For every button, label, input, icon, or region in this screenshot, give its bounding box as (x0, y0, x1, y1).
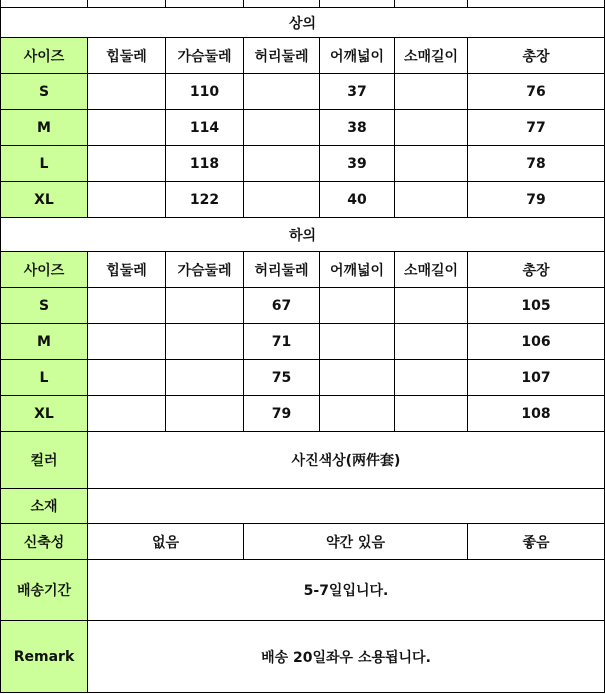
header-sleeve: 소매길이 (395, 252, 468, 288)
cell-shoulder (320, 288, 395, 324)
cell-sleeve (395, 74, 468, 110)
top-header-row (1, 38, 605, 74)
cell-hip (88, 360, 166, 396)
cell-sleeve (395, 324, 468, 360)
material-label: 소재 (1, 489, 88, 524)
cell-length: 77 (468, 110, 605, 146)
header-chest: 가슴둘레 (166, 38, 244, 74)
cell-hip (88, 74, 166, 110)
cell-waist: 67 (244, 288, 320, 324)
bottom-section-title: 하의 (1, 218, 605, 252)
size-label: S (1, 288, 88, 324)
shipping-label: 배송기간 (1, 560, 88, 621)
cell-chest: 122 (166, 182, 244, 218)
stretch-option-none: 없음 (88, 524, 244, 560)
table-row (1, 324, 605, 360)
shipping-value: 5-7일입니다. (88, 560, 605, 621)
cell-sleeve (395, 146, 468, 182)
size-label: XL (1, 182, 88, 218)
cell-hip (88, 396, 166, 432)
cell-shoulder: 37 (320, 74, 395, 110)
size-label: S (1, 74, 88, 110)
cell-sleeve (395, 288, 468, 324)
cell-chest: 118 (166, 146, 244, 182)
cell-length: 105 (468, 288, 605, 324)
header-hip: 힙둘레 (88, 38, 166, 74)
cell-length: 106 (468, 324, 605, 360)
cell-sleeve (395, 396, 468, 432)
size-label: M (1, 110, 88, 146)
header-hip: 힙둘레 (88, 252, 166, 288)
cell-sleeve (395, 110, 468, 146)
cell-sleeve (395, 360, 468, 396)
cell-hip (88, 324, 166, 360)
header-length: 총장 (468, 252, 605, 288)
cell-waist: 71 (244, 324, 320, 360)
size-label: XL (1, 396, 88, 432)
table-row (1, 288, 605, 324)
cell-waist (244, 182, 320, 218)
header-shoulder: 어깨넓이 (320, 38, 395, 74)
cell-hip (88, 146, 166, 182)
remark-row (1, 621, 605, 693)
stretch-row (1, 524, 605, 560)
table-row (1, 182, 605, 218)
cell-chest (166, 288, 244, 324)
material-row (1, 489, 605, 524)
cell-waist (244, 74, 320, 110)
color-row (1, 432, 605, 489)
cell-chest: 110 (166, 74, 244, 110)
header-size: 사이즈 (1, 252, 88, 288)
bottom-header-row (1, 252, 605, 288)
cell-shoulder: 40 (320, 182, 395, 218)
header-waist: 허리둘레 (244, 252, 320, 288)
table-row (1, 396, 605, 432)
remark-value: 배송 20일좌우 소용됩니다. (88, 621, 605, 693)
cell-waist (244, 110, 320, 146)
cell-waist: 79 (244, 396, 320, 432)
cell-sleeve (395, 182, 468, 218)
stretch-option-slight: 약간 있음 (244, 524, 468, 560)
cell-length: 79 (468, 182, 605, 218)
cell-shoulder (320, 324, 395, 360)
size-label: M (1, 324, 88, 360)
cell-waist (244, 146, 320, 182)
cell-length: 76 (468, 74, 605, 110)
cell-waist: 75 (244, 360, 320, 396)
stretch-option-good: 좋음 (468, 524, 605, 560)
table-row (1, 74, 605, 110)
cell-chest (166, 396, 244, 432)
cell-shoulder (320, 360, 395, 396)
stretch-label: 신축성 (1, 524, 88, 560)
table-row (1, 110, 605, 146)
material-value (88, 489, 605, 524)
header-sleeve: 소매길이 (395, 38, 468, 74)
header-length: 총장 (468, 38, 605, 74)
cell-shoulder (320, 396, 395, 432)
color-value: 사진색상(两件套) (88, 432, 605, 489)
cell-hip (88, 182, 166, 218)
cell-length: 107 (468, 360, 605, 396)
shipping-row (1, 560, 605, 621)
cell-hip (88, 110, 166, 146)
header-size: 사이즈 (1, 38, 88, 74)
size-label: L (1, 146, 88, 182)
cell-chest (166, 360, 244, 396)
top-section-title: 상의 (1, 8, 605, 38)
size-label: L (1, 360, 88, 396)
cell-chest (166, 324, 244, 360)
cell-chest: 114 (166, 110, 244, 146)
cell-length: 108 (468, 396, 605, 432)
cell-length: 78 (468, 146, 605, 182)
cell-hip (88, 288, 166, 324)
table-row (1, 146, 605, 182)
header-waist: 허리둘레 (244, 38, 320, 74)
cell-shoulder: 39 (320, 146, 395, 182)
color-label: 컬러 (1, 432, 88, 489)
header-chest: 가슴둘레 (166, 252, 244, 288)
table-row (1, 360, 605, 396)
header-shoulder: 어깨넓이 (320, 252, 395, 288)
cell-shoulder: 38 (320, 110, 395, 146)
remark-label: Remark (1, 621, 88, 693)
